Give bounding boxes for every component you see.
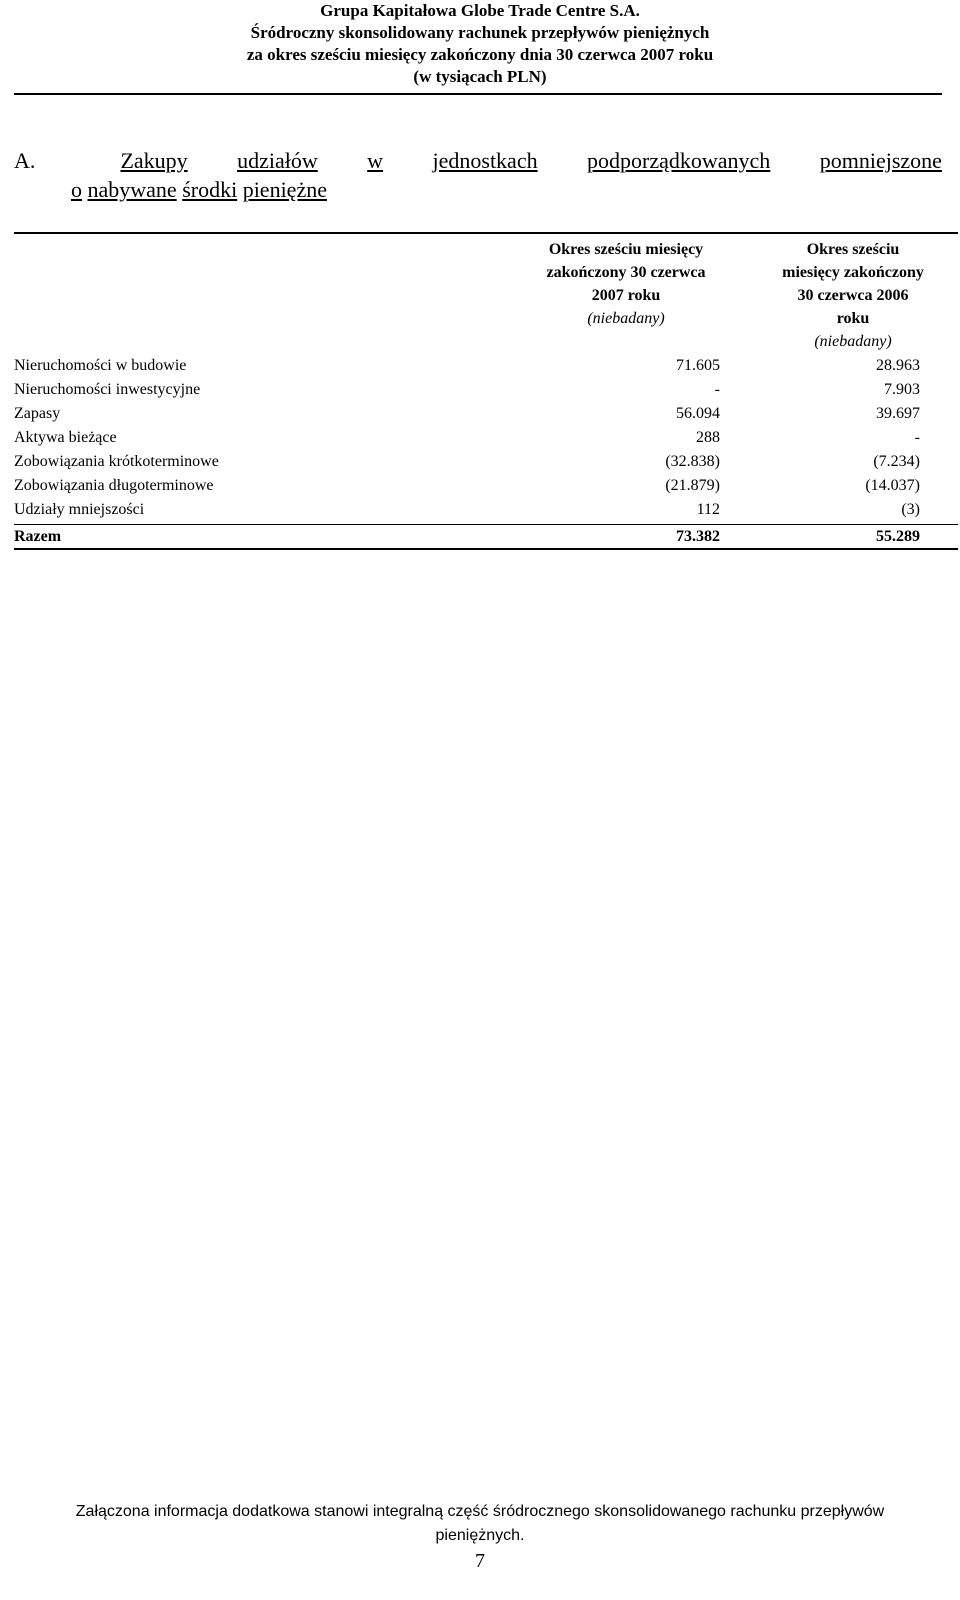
section-heading-line1	[14, 146, 942, 175]
column-header-line: 30 czerwca 2006	[797, 287, 909, 304]
statement-title: Śródroczny skonsolidowany rachunek przepływów pieniężnych	[250, 23, 710, 42]
heading-word: pieniężne	[242, 177, 327, 202]
column-header-line: miesięcy zakończony	[782, 264, 924, 281]
value-2006: 28.963	[876, 357, 920, 374]
column-header-2006	[754, 238, 952, 353]
column-header-line: 2007 roku	[591, 287, 661, 304]
column-header-note: (niebadany)	[814, 333, 892, 350]
acquisition-table	[14, 232, 958, 550]
column-header-line: Okres sześciu	[806, 241, 900, 258]
column-header-line: roku	[836, 310, 870, 327]
row-label: Zapasy	[14, 405, 61, 422]
value-2007: 71.605	[676, 357, 720, 374]
heading-word: Zakupy	[120, 148, 188, 173]
heading-word: nabywane	[87, 177, 177, 202]
value-2006: (3)	[901, 501, 920, 518]
table-row	[14, 426, 958, 450]
table-header	[14, 234, 958, 354]
section-heading-line2	[14, 175, 942, 204]
value-2006: -	[914, 429, 920, 446]
header-divider	[14, 93, 942, 95]
footer-note	[0, 1500, 960, 1548]
section-letter: A.	[14, 148, 36, 173]
value-2007: -	[714, 381, 720, 398]
value-2006: (7.234)	[873, 453, 920, 470]
heading-word: pomniejszone	[819, 148, 942, 173]
row-label: Zobowiązania długoterminowe	[14, 477, 214, 494]
document-header	[0, 0, 960, 88]
statement-period: za okres sześciu miesięcy zakończony dnia 30 czerwca 2007 roku	[246, 45, 714, 64]
value-2007: (32.838)	[665, 453, 720, 470]
heading-word: udziałów	[237, 148, 318, 173]
table-row	[14, 498, 958, 522]
heading-word: w	[367, 148, 384, 173]
heading-word: o	[71, 177, 82, 202]
value-2006: (14.037)	[865, 477, 920, 494]
value-2006: 39.697	[876, 405, 920, 422]
row-label: Zobowiązania krótkoterminowe	[14, 453, 219, 470]
row-label: Udziały mniejszości	[14, 501, 145, 518]
currency-unit: (w tysiącach PLN)	[413, 67, 547, 86]
value-2006: 7.903	[884, 381, 920, 398]
column-header-note: (niebadany)	[587, 310, 665, 327]
column-header-2007	[524, 238, 728, 330]
total-2006: 55.289	[876, 528, 920, 545]
value-2007: 56.094	[676, 405, 720, 422]
total-row	[14, 524, 958, 550]
column-header-line: Okres sześciu miesięcy	[548, 241, 704, 258]
table-row	[14, 378, 958, 402]
company-name: Grupa Kapitałowa Globe Trade Centre S.A.	[320, 1, 640, 20]
table-row	[14, 402, 958, 426]
value-2007: (21.879)	[665, 477, 720, 494]
heading-word: jednostkach	[432, 148, 538, 173]
footer-note-line: pieniężnych.	[435, 1527, 525, 1544]
value-2007: 112	[696, 501, 720, 518]
table-row	[14, 450, 958, 474]
section-heading	[14, 146, 942, 204]
total-label: Razem	[14, 528, 62, 545]
value-2007: 288	[696, 429, 720, 446]
total-2007: 73.382	[676, 528, 720, 545]
heading-word: środki	[182, 177, 238, 202]
table-row	[14, 354, 958, 378]
row-label: Nieruchomości inwestycyjne	[14, 381, 201, 398]
heading-word: podporządkowanych	[587, 148, 771, 173]
column-header-line: zakończony 30 czerwca	[546, 264, 706, 281]
row-label: Nieruchomości w budowie	[14, 357, 187, 374]
row-label: Aktywa bieżące	[14, 429, 117, 446]
footer-note-line: Załączona informacja dodatkowa stanowi integralną część śródrocznego skonsolidowanego rachunku przepływów	[75, 1503, 885, 1520]
table-row	[14, 474, 958, 498]
page-number: 7	[475, 1550, 485, 1572]
